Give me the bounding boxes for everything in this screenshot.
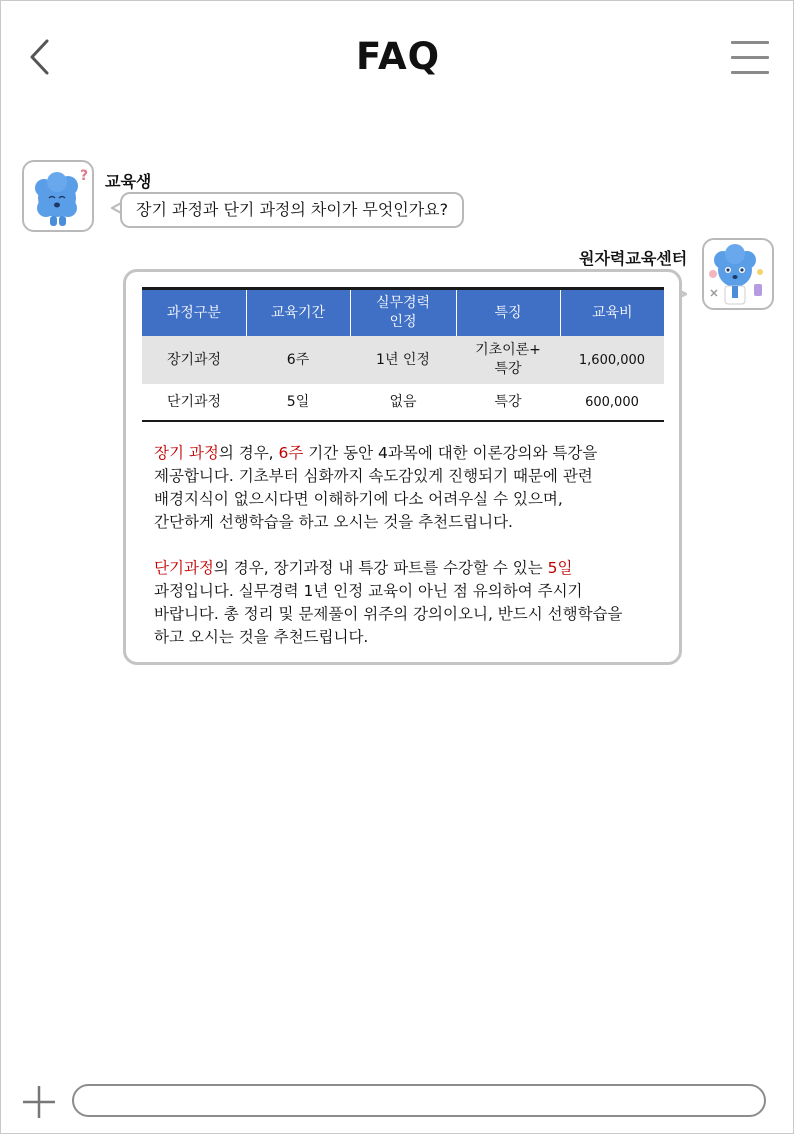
highlight-text: 6주	[278, 444, 304, 462]
table-cell: 1년 인정	[350, 336, 456, 384]
text-run: 의 경우, 장기과정 내 특강 파트를 수강할 수 있는	[213, 559, 548, 577]
table-cell: 1,600,000	[560, 336, 664, 384]
plus-icon	[21, 1084, 57, 1120]
table-cell: 장기과정	[142, 336, 246, 384]
answer-line: 제공합니다. 기초부터 심화까지 속도감있게 진행되기 때문에 관련	[154, 467, 593, 485]
center-avatar	[702, 238, 774, 310]
student-name: 교육생	[105, 172, 152, 191]
highlight-text: 단기과정	[154, 559, 214, 577]
question-bubble: 장기 과정과 단기 과정의 차이가 무엇인가요?	[120, 192, 464, 228]
answer-line: 과정입니다. 실무경력 1년 인정 교육이 아닌 점 유의하여 주시기	[154, 582, 583, 600]
menu-button[interactable]	[731, 41, 769, 75]
mascot-icon	[704, 240, 772, 308]
table-cell: 600,000	[560, 384, 664, 421]
table-row	[142, 336, 664, 384]
table-row	[142, 384, 664, 421]
column-header: 실무경력 인정	[350, 289, 456, 337]
column-header: 특징	[456, 289, 560, 337]
page-title: FAQ	[355, 35, 441, 78]
text-run: 의 경우,	[218, 444, 279, 462]
hamburger-menu-icon	[731, 41, 769, 44]
table-cell: 5일	[246, 384, 350, 421]
mascot-icon	[24, 162, 92, 230]
answer-line: 바랍니다. 총 정리 및 문제풀이 위주의 강의이오니, 반드시 선행학습을	[154, 605, 623, 623]
add-attachment-button[interactable]	[21, 1084, 57, 1120]
table-cell: 없음	[350, 384, 456, 421]
table-cell: 단기과정	[142, 384, 246, 421]
column-header: 과정구분	[142, 289, 246, 337]
paragraph-gap	[154, 534, 674, 557]
highlight-text: 5일	[547, 559, 573, 577]
text-run: 기간 동안 4과목에 대한 이론강의와 특강을	[303, 444, 598, 462]
student-avatar	[22, 160, 94, 232]
highlight-text: 장기 과정	[154, 444, 219, 462]
table-header-row	[142, 289, 664, 337]
table-cell: 6주	[246, 336, 350, 384]
answer-line	[154, 442, 674, 465]
column-header: 교육기간	[246, 289, 350, 337]
course-comparison-table	[142, 287, 664, 422]
center-name: 원자력교육센터	[579, 249, 688, 268]
svg-text:?: ?	[80, 168, 89, 184]
answer-line: 하고 오시는 것을 추천드립니다.	[154, 628, 369, 646]
table-cell: 기초이론+ 특강	[456, 336, 560, 384]
app-header	[1, 1, 794, 111]
answer-text	[154, 442, 674, 649]
table-cell: 특강	[456, 384, 560, 421]
message-input[interactable]	[72, 1084, 766, 1117]
answer-line: 간단하게 선행학습을 하고 오시는 것을 추천드립니다.	[154, 513, 513, 531]
answer-bubble	[123, 269, 682, 665]
column-header: 교육비	[560, 289, 664, 337]
answer-line	[154, 557, 674, 580]
answer-line: 배경지식이 없으시다면 이해하기에 다소 어려우실 수 있으며,	[154, 490, 563, 508]
